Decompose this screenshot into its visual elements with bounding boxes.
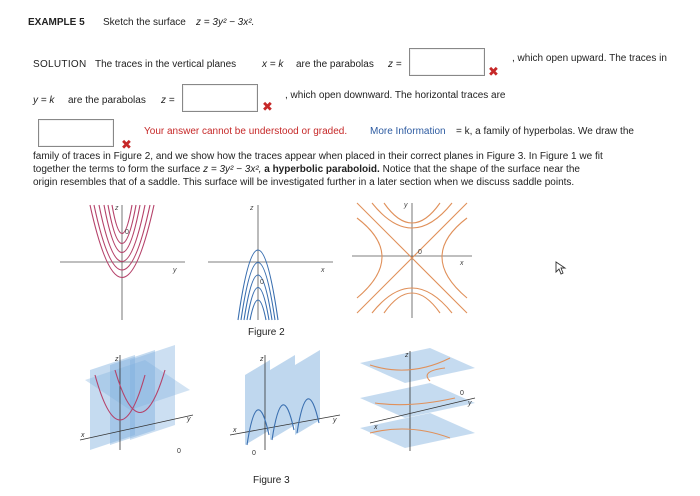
solution-line2-mid: are the parabolas [68, 95, 146, 106]
axis-label-x: x [81, 432, 85, 439]
solution-line1-pre: The traces in the vertical planes [95, 59, 237, 70]
solution-line2-z: z = [161, 95, 175, 106]
axis-label-z: z [405, 352, 409, 359]
paragraph-line-2-bold: a hyperbolic paraboloid. [264, 164, 380, 175]
paragraph-line-2-post: Notice that the shape of the surface near the [382, 164, 580, 175]
solution-line2-pre: y = k [33, 95, 55, 106]
axis-label-x: x [374, 424, 378, 431]
axis-label-x: x [460, 260, 464, 267]
origin-label: 0 [252, 450, 256, 457]
axis-label-y: y [173, 267, 177, 274]
origin-label: 0 [460, 390, 464, 397]
error-x-icon-2: ✖ [262, 99, 273, 114]
example-prompt: Sketch the surface [103, 17, 186, 28]
axis-label-x: x [321, 267, 325, 274]
axis-label-y: y [187, 416, 191, 423]
error-x-icon-1: ✖ [488, 64, 499, 79]
figure2-caption: Figure 2 [248, 327, 285, 338]
origin-label: 0 [260, 279, 264, 286]
solution-line1-z: z = [388, 59, 402, 70]
figure2-panel-hyperbolas [352, 198, 477, 323]
axis-label-z: z [250, 205, 254, 212]
error-x-icon-3: ✖ [121, 137, 132, 152]
example-equation: z = 3y² − 3x². [196, 17, 255, 28]
axis-label-x: x [233, 427, 237, 434]
solution-line1-eq: x = k [262, 59, 284, 70]
example-label: EXAMPLE 5 [28, 17, 85, 28]
figure3-panel-vertical-planes-y [225, 345, 345, 460]
figure2-panel-downward-parabolas [208, 200, 338, 325]
solution-label: SOLUTION [33, 59, 87, 70]
error-message: Your answer cannot be understood or graded. [144, 126, 348, 137]
paragraph-line-2-eq: z = 3y² − 3x², [203, 164, 262, 175]
paragraph-line-3: origin resembles that of a saddle. This surface will be investigated further in a later section when we discuss saddle points. [33, 177, 575, 188]
paragraph-line-2-pre: together the terms to form the surface [33, 164, 201, 175]
paragraph-line-2 [33, 163, 580, 176]
paragraph-line-1: family of traces in Figure 2, and we show how the traces appear when placed in their correct planes in Figure 3. In Figure 1 we fit [33, 151, 603, 162]
origin-label: 0 [125, 229, 129, 236]
answer-input-2[interactable] [182, 84, 258, 112]
axis-label-y: y [468, 400, 472, 407]
figure2-panel-upward-parabolas [60, 200, 190, 325]
solution-line1-mid: are the parabolas [296, 59, 374, 70]
mouse-cursor-icon [555, 261, 567, 275]
hyperbola-curve [442, 218, 467, 298]
axis-label-y: y [404, 202, 408, 209]
origin-label: 0 [177, 448, 181, 455]
axis-label-z: z [115, 205, 119, 212]
axis-label-z: z [260, 356, 264, 363]
more-information-link[interactable]: More Information [370, 126, 446, 137]
answer-input-3[interactable] [38, 119, 114, 147]
figure3-panel-vertical-planes-x [75, 345, 200, 460]
axis-label-y: y [333, 417, 337, 424]
figure3-caption: Figure 3 [253, 475, 290, 486]
origin-label: 0 [418, 249, 422, 256]
answer-input-1[interactable] [409, 48, 485, 76]
figure3-panel-horizontal-planes [350, 343, 480, 458]
solution-line3-post: = k, a family of hyperbolas. We draw the [456, 126, 634, 137]
solution-line1-post: , which open upward. The traces in [512, 53, 667, 64]
hyperbola-curve [357, 218, 382, 298]
axis-label-z: z [115, 356, 119, 363]
solution-line2-post: , which open downward. The horizontal traces are [285, 90, 506, 101]
